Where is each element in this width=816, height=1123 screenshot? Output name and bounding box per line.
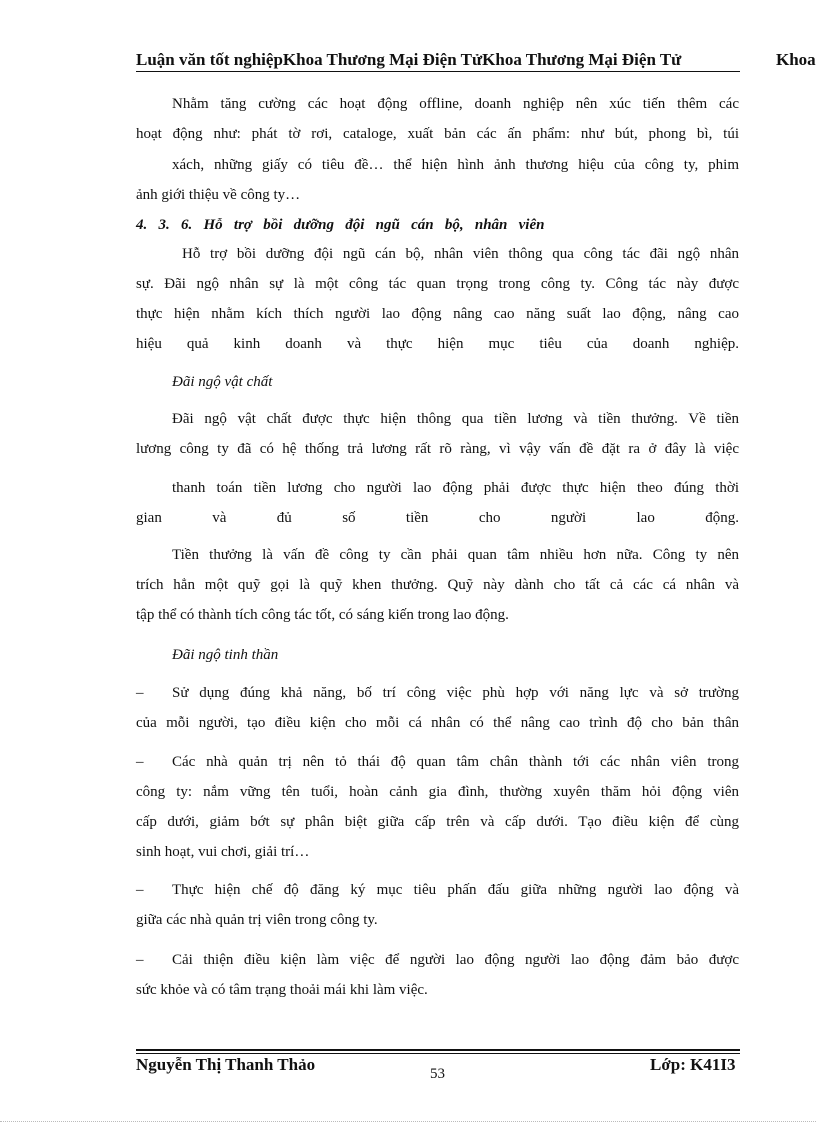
running-header: Luận văn tốt nghiệpKhoa Thương Mại Điện TửKhoa Thương Mại Điện Tử bbox=[136, 50, 682, 69]
bullet-line: Cải thiện điều kiện làm việc để người lao động người lao động đảm bảo được bbox=[172, 952, 739, 968]
bullet-dash: – bbox=[136, 952, 144, 968]
bullet-dash: – bbox=[136, 685, 144, 701]
text-line: Hỗ trợ bồi dưỡng đội ngũ cán bộ, nhân viên thông qua công tác đãi ngộ nhân bbox=[182, 246, 739, 262]
section-heading: 4. 3. 6. Hỗ trợ bồi dưỡng đội ngũ cán bộ, nhân viên bbox=[136, 217, 545, 233]
bullet-dash: – bbox=[136, 882, 144, 898]
page-edge-divider bbox=[0, 1121, 816, 1122]
header-rule bbox=[136, 71, 740, 72]
bullet-line: sức khỏe và có tâm trạng thoải mái khi làm việc. bbox=[136, 982, 428, 998]
bullet-line: Sử dụng đúng khả năng, bố trí công việc phù hợp với năng lực và sở trường bbox=[172, 685, 739, 701]
text-line: lương công ty đã có hệ thống trả lương rất rõ ràng, vì vậy vấn đề đặt ra ở đây là việc bbox=[136, 441, 739, 457]
text-line: thanh toán tiền lương cho người lao động phải được thực hiện theo đúng thời bbox=[172, 480, 739, 496]
bullet-line: công ty: nắm vững tên tuổi, hoàn cảnh gia đình, thường xuyên thăm hỏi động viên bbox=[136, 784, 739, 800]
bullet-line: của mỗi người, tạo điều kiện cho mỗi cá nhân có thể nâng cao trình độ cho bản thân bbox=[136, 715, 739, 731]
footer-author: Nguyễn Thị Thanh Thảo bbox=[136, 1055, 316, 1074]
text-line: sự. Đãi ngộ nhân sự là một công tác quan trọng trong công ty. Công tác này được bbox=[136, 276, 739, 292]
text-line: trích hẳn một quỹ gọi là quỹ khen thưởng. Quỹ này dành cho tất cả các cá nhân và bbox=[136, 577, 739, 593]
subheading-spiritual: Đãi ngộ tinh thần bbox=[172, 647, 279, 663]
footer-rule-bottom bbox=[136, 1053, 740, 1054]
text-line: Nhằm tăng cường các hoạt động offline, doanh nghiệp nên xúc tiến thêm các bbox=[172, 96, 739, 112]
text-line: Tiền thưởng là vấn đề công ty cần phải quan tâm nhiều hơn nữa. Công ty nên bbox=[172, 547, 739, 563]
text-line: ảnh giới thiệu về công ty… bbox=[136, 187, 301, 203]
text-line: Đãi ngộ vật chất được thực hiện thông qua tiền lương và tiền thưởng. Về tiền bbox=[172, 411, 739, 427]
bullet-dash: – bbox=[136, 754, 144, 770]
running-header-overflow: Khoa bbox=[776, 50, 816, 69]
footer-class: Lớp: K41I3 bbox=[650, 1055, 736, 1074]
text-line: hiệu quả kinh doanh và thực hiện mục tiêu của doanh nghiệp. bbox=[136, 336, 739, 352]
bullet-line: Thực hiện chế độ đăng ký mục tiêu phấn đấu giữa những người lao động và bbox=[172, 882, 739, 898]
text-line: xách, những giấy có tiêu đề… thể hiện hình ảnh thương hiệu của công ty, phim bbox=[172, 157, 739, 173]
bullet-line: cấp dưới, giảm bớt sự phân biệt giữa cấp trên và cấp dưới. Tạo điều kiện để cùng bbox=[136, 814, 739, 830]
subheading-material: Đãi ngộ vật chất bbox=[172, 374, 273, 390]
page-number: 53 bbox=[430, 1066, 445, 1082]
bullet-line: giữa các nhà quản trị viên trong công ty. bbox=[136, 912, 378, 928]
text-line: hoạt động như: phát tờ rơi, cataloge, xuất bản các ấn phẩm: như bút, phong bì, túi bbox=[136, 126, 739, 142]
text-line: gian và đủ số tiền cho người lao động. bbox=[136, 510, 739, 526]
text-line: thực hiện nhằm kích thích người lao động nâng cao năng suất lao động, nâng cao bbox=[136, 306, 739, 322]
footer-rule-top bbox=[136, 1049, 740, 1051]
bullet-line: sinh hoạt, vui chơi, giải trí… bbox=[136, 844, 310, 860]
text-line: tập thể có thành tích công tác tốt, có sáng kiến trong lao động. bbox=[136, 607, 509, 623]
bullet-line: Các nhà quản trị nên tỏ thái độ quan tâm chân thành tới các nhân viên trong bbox=[172, 754, 739, 770]
